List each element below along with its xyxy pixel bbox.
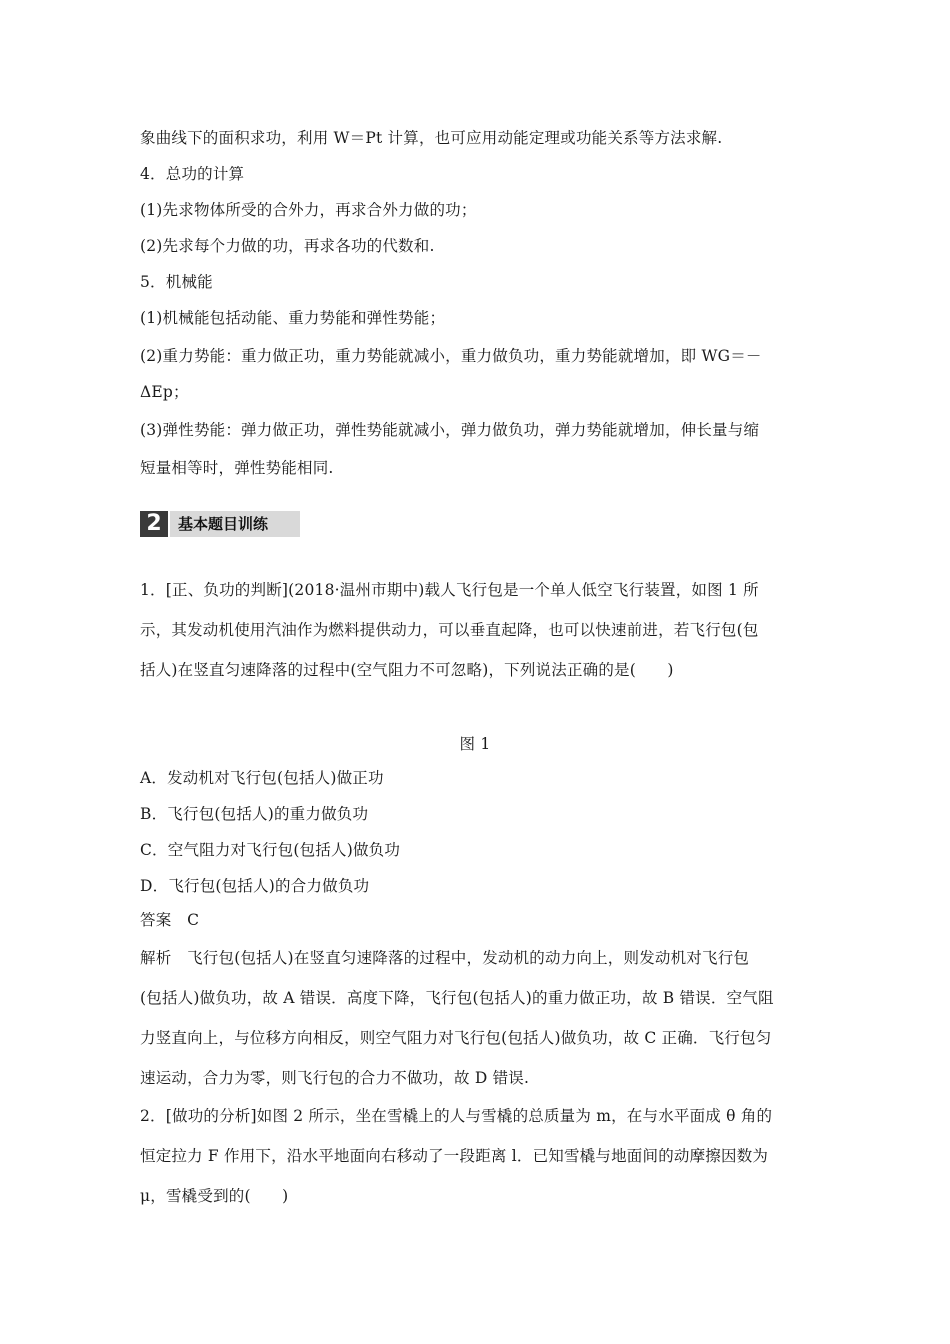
explanation-line: (包括人)做负功，故 A 错误．高度下降，飞行包(包括人)的重力做正功，故 B 错误．空气阻: [140, 989, 774, 1007]
subheading-mechanical-energy: 5．机械能: [140, 273, 213, 291]
explanation-line: 力竖直向上，与位移方向相反，则空气阻力对飞行包(包括人)做负功，故 C 正确．飞行包匀: [140, 1029, 772, 1047]
section-header: [140, 511, 300, 537]
text-line: (1)先求物体所受的合外力，再求合外力做的功；: [140, 201, 477, 219]
option-b: B．飞行包(包括人)的重力做负功: [140, 805, 369, 823]
option-a: A．发动机对飞行包(包括人)做正功: [140, 769, 384, 787]
text-line: 象曲线下的面积求功，利用 W＝Pt 计算，也可应用动能定理或功能关系等方法求解.: [140, 129, 723, 147]
text-line: (2)先求每个力做的功，再求各功的代数和.: [140, 237, 435, 255]
text-line: (3)弹性势能：弹力做正功，弹性势能就减小，弹力做负功，弹力势能就增加，伸长量与缩: [140, 421, 760, 439]
text-line: (2)重力势能：重力做正功，重力势能就减小，重力做负功，重力势能就增加，即 WG＝－: [140, 347, 762, 365]
text-line: 短量相等时，弹性势能相同.: [140, 459, 334, 477]
question-2-stem: 2．[做功的分析]如图 2 所示，坐在雪橇上的人与雪橇的总质量为 m，在与水平面成 θ 角的: [140, 1107, 773, 1125]
section-number: 2: [140, 511, 168, 537]
option-c: C．空气阻力对飞行包(包括人)做负功: [140, 841, 401, 859]
question-1-stem: 示，其发动机使用汽油作为燃料提供动力，可以垂直起降，也可以快速前进，若飞行包(包: [140, 621, 759, 639]
text-line: (1)机械能包括动能、重力势能和弹性势能；: [140, 309, 446, 327]
question-1-stem: 1．[正、负功的判断](2018·温州市期中)载人飞行包是一个单人低空飞行装置，如图 1 所: [140, 581, 759, 599]
explanation-line: 速运动，合力为零，则飞行包的合力不做功，故 D 错误.: [140, 1069, 530, 1087]
option-d: D．飞行包(包括人)的合力做负功: [140, 877, 370, 895]
question-2-stem: 恒定拉力 F 作用下，沿水平地面向右移动了一段距离 l．已知雪橇与地面间的动摩擦因数为: [140, 1147, 769, 1165]
section-title: 基本题目训练: [170, 511, 300, 537]
question-1-stem: 括人)在竖直匀速降落的过程中(空气阻力不可忽略)，下列说法正确的是( ): [140, 661, 674, 679]
text-line: ΔEp；: [140, 383, 189, 401]
figure-caption: 图 1: [459, 735, 491, 753]
explanation-line: 解析 飞行包(包括人)在竖直匀速降落的过程中，发动机的动力向上，则发动机对飞行包: [140, 949, 750, 967]
subheading-total-work: 4．总功的计算: [140, 165, 245, 183]
question-2-stem: μ，雪橇受到的( ): [140, 1187, 289, 1205]
answer: 答案 C: [140, 911, 200, 929]
